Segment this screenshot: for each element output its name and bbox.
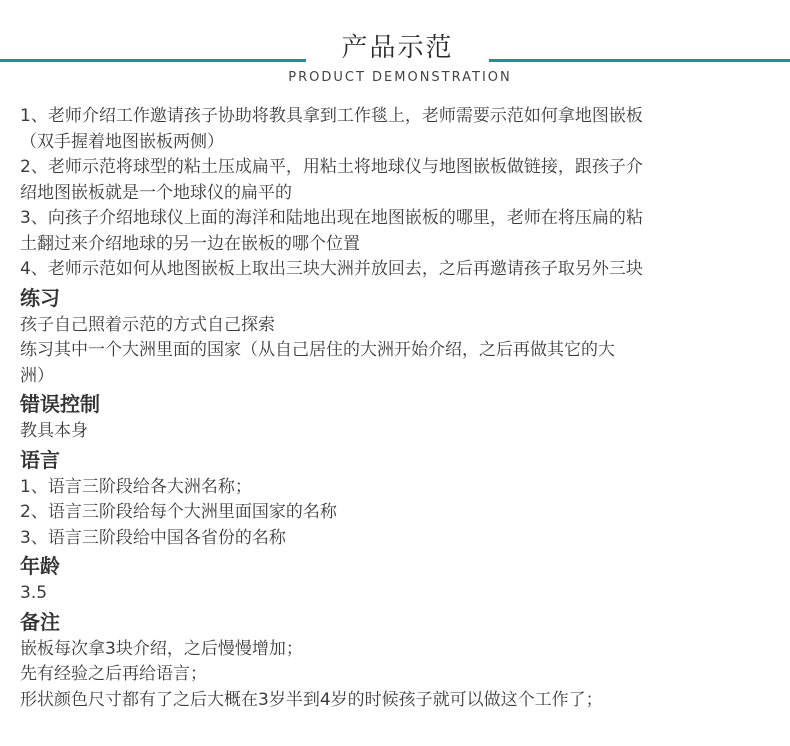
practice-line: 孩子自己照着示范的方式自己探索 [20,314,275,335]
error-control-line: 教具本身 [20,421,88,441]
page-title: 产品示范 [341,33,454,63]
page-header [0,0,790,100]
demo-line: 2、老师示范将球型的粘土压成扁平，用粘土将地球仪与地图嵌板做链接，跟孩子介 [20,157,643,177]
demo-line: 3、向孩子介绍地球仪上面的海洋和陆地出现在地图嵌板的哪里，老师在将压扁的粘 [20,208,643,228]
practice-heading: 练习 [20,285,60,310]
demo-line: 绍地图嵌板就是一个地球仪的扁平的 [20,182,292,203]
notes-heading: 备注 [20,609,60,634]
demo-line: 1、老师介绍工作邀请孩子协助将教具拿到工作毯上，老师需要示范如何拿地图嵌板 [20,106,643,126]
error-control-section [20,389,775,445]
practice-line: 练习其中一个大洲里面的国家（从自己居住的大洲开始介绍，之后再做其它的大 [20,340,615,360]
demo-line: （双手握着地图嵌板两侧） [20,131,224,152]
language-section [20,445,775,552]
content-body [20,104,775,713]
practice-section [20,283,775,390]
language-line: 3、语言三阶段给中国各省份的名称 [20,527,286,548]
notes-line: 嵌板每次拿3块介绍，之后慢慢增加； [20,638,303,659]
header-rule-left [0,59,306,62]
page-subtitle: PRODUCT DEMONSTRATION [288,70,512,85]
age-value: 3.5 [20,583,48,603]
demo-line: 土翻过来介绍地球的另一边在嵌板的哪个位置 [20,233,360,254]
notes-line: 形状颜色尺寸都有了之后大概在3岁半到4岁的时候孩子就可以做这个工作了； [20,689,603,710]
practice-line: 洲） [20,365,54,386]
error-control-heading: 错误控制 [20,392,100,416]
language-line: 1、语言三阶段给各大洲名称； [20,476,252,497]
age-heading: 年龄 [20,554,60,578]
notes-section [20,607,775,714]
header-rule-right [489,59,790,62]
language-heading: 语言 [20,447,60,472]
notes-line: 先有经验之后再给语言； [20,664,207,684]
age-section [20,551,775,607]
demo-section [20,104,775,283]
demo-line: 4、老师示范如何从地图嵌板上取出三块大洲并放回去，之后再邀请孩子取另外三块 [20,259,643,279]
language-line: 2、语言三阶段给每个大洲里面国家的名称 [20,502,337,522]
